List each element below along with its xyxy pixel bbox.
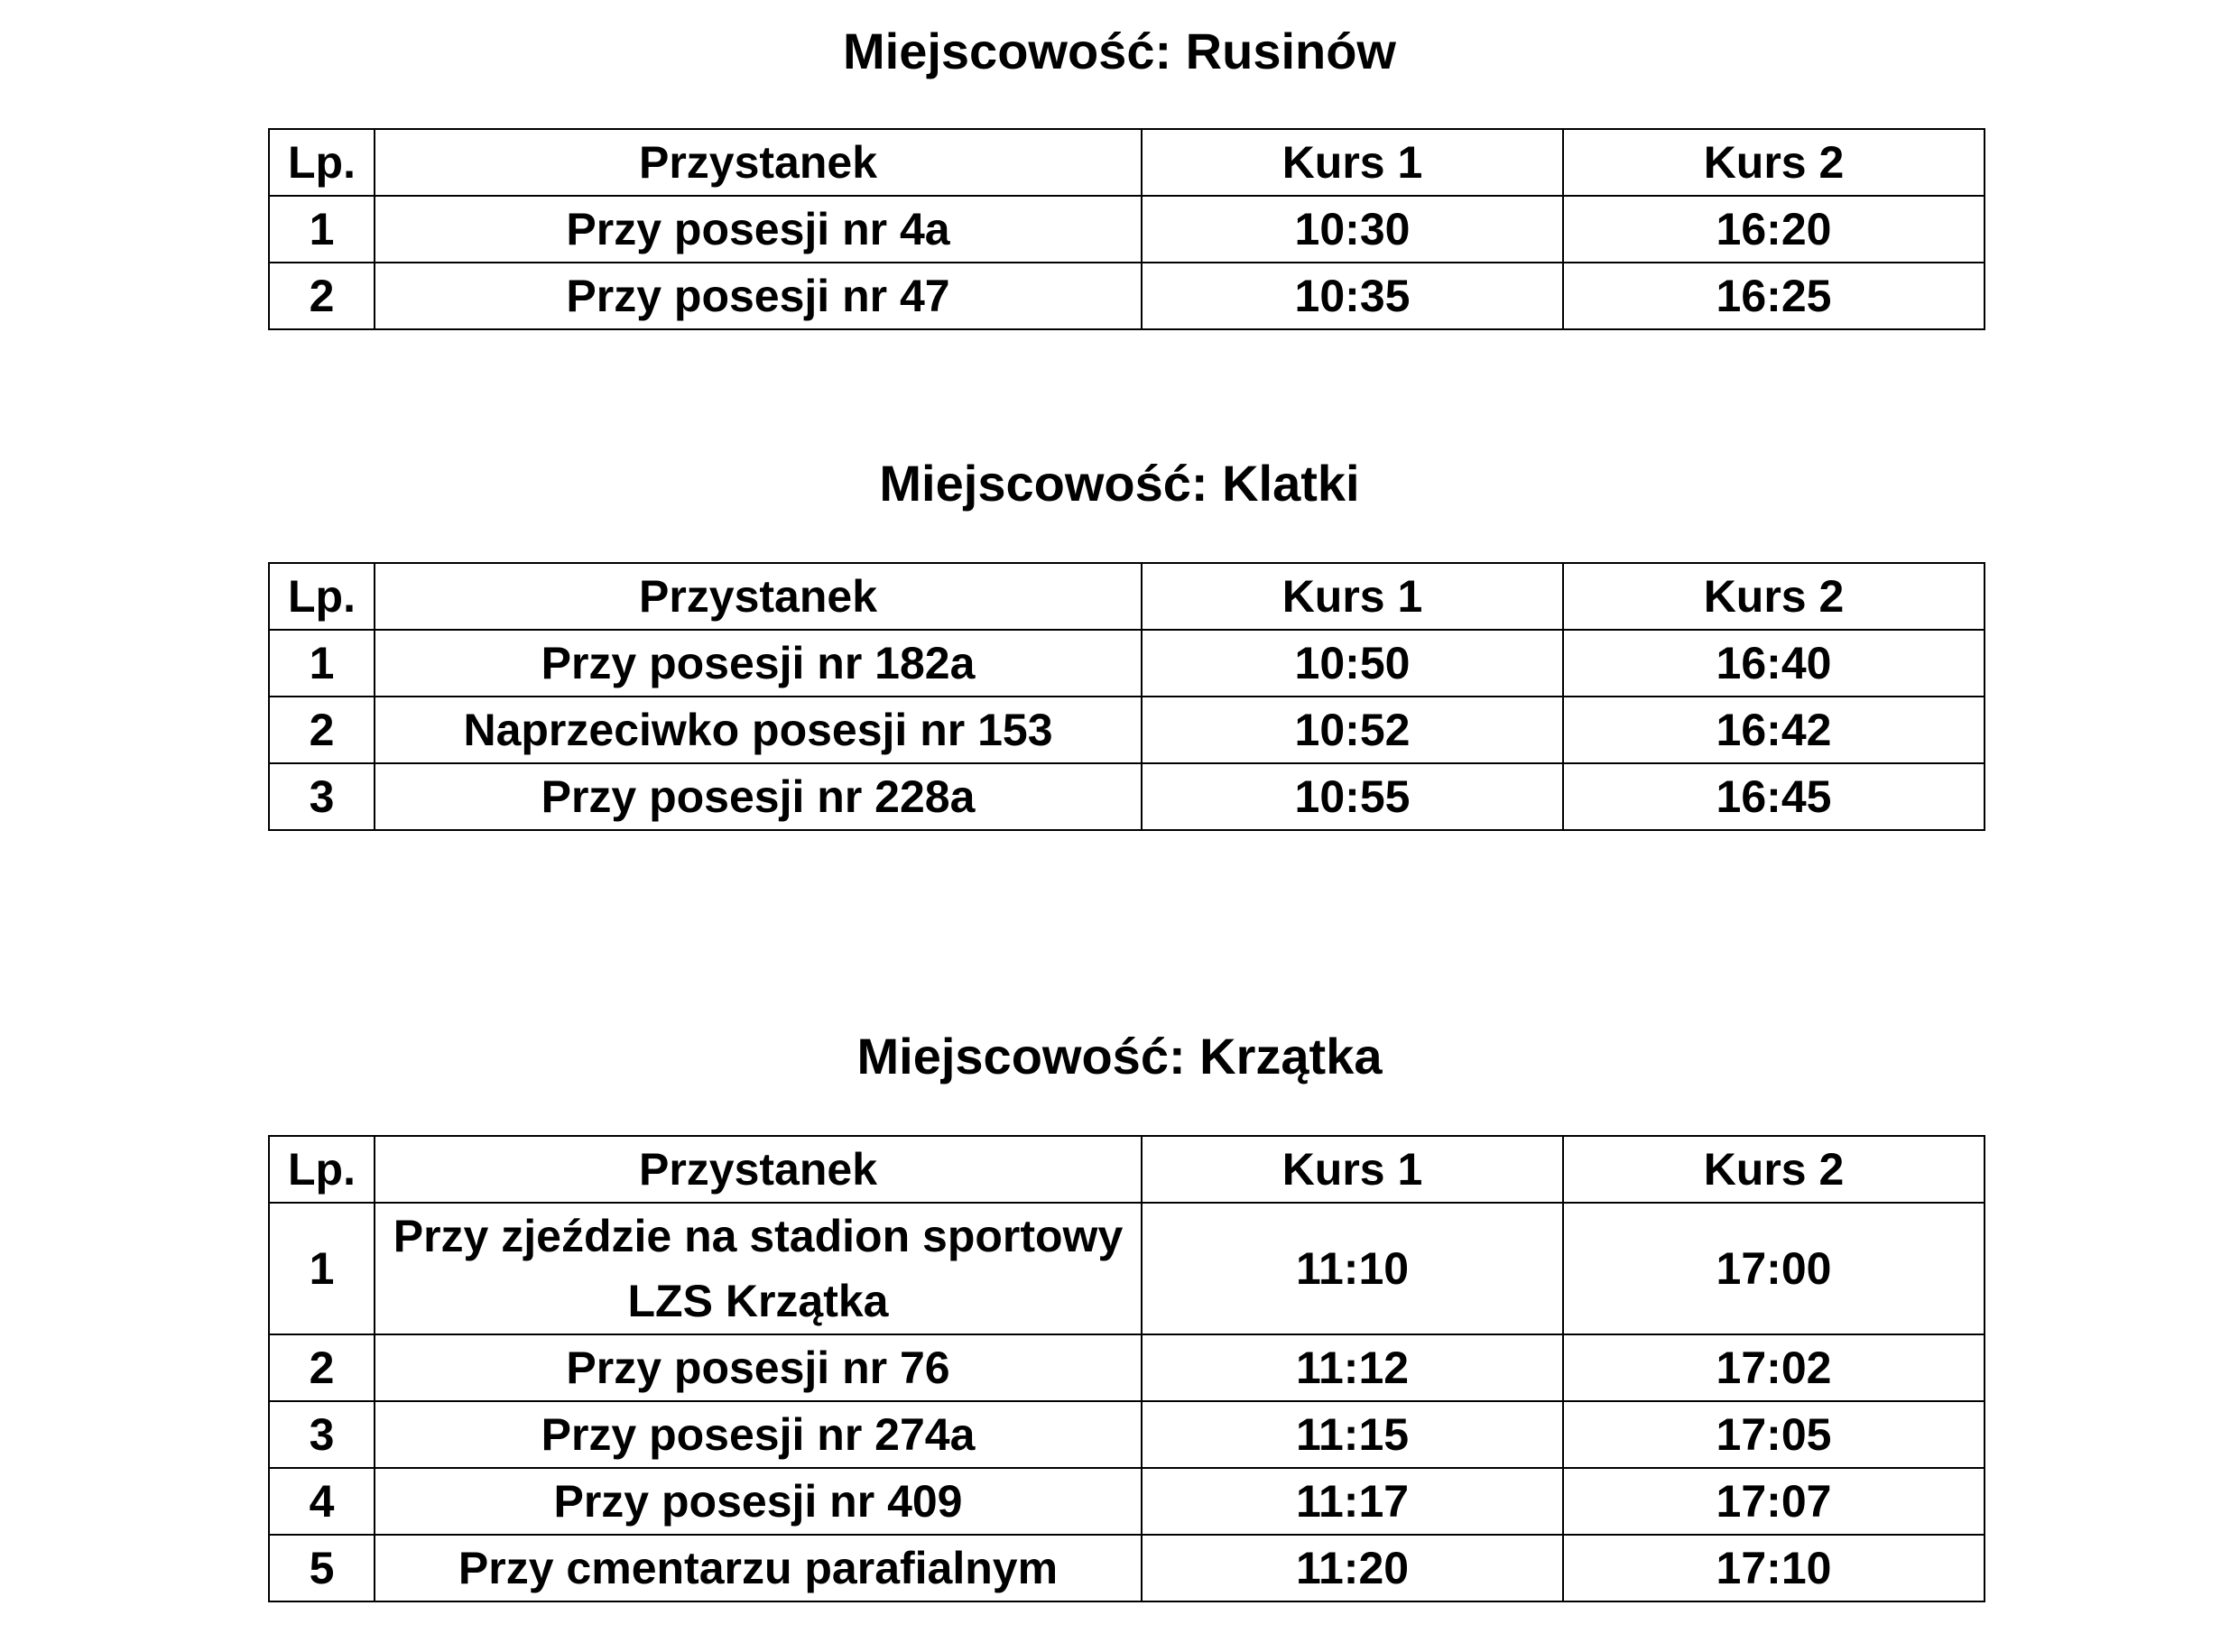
cell-lp: 2 — [269, 263, 375, 329]
header-kurs1: Kurs 1 — [1142, 129, 1563, 196]
header-stop: Przystanek — [375, 129, 1142, 196]
header-stop: Przystanek — [375, 563, 1142, 630]
header-stop: Przystanek — [375, 1136, 1142, 1203]
cell-kurs2: 16:20 — [1563, 196, 1985, 263]
cell-kurs2: 16:45 — [1563, 763, 1985, 830]
cell-stop: Przy zjeździe na stadion sportowy LZS Krzątka — [375, 1203, 1142, 1334]
cell-kurs1: 10:35 — [1142, 263, 1563, 329]
cell-kurs2: 17:02 — [1563, 1334, 1985, 1401]
cell-stop: Przy cmentarzu parafialnym — [375, 1535, 1142, 1601]
table-row — [269, 697, 1985, 763]
cell-stop: Przy posesji nr 409 — [375, 1468, 1142, 1535]
header-kurs2: Kurs 2 — [1563, 1136, 1985, 1203]
cell-lp: 1 — [269, 630, 375, 697]
cell-lp: 1 — [269, 196, 375, 263]
cell-kurs1: 10:52 — [1142, 697, 1563, 763]
cell-stop: Przy posesji nr 47 — [375, 263, 1142, 329]
cell-stop: Przy posesji nr 274a — [375, 1401, 1142, 1468]
table-header-row — [269, 563, 1985, 630]
cell-lp: 3 — [269, 763, 375, 830]
table-row — [269, 1535, 1985, 1601]
cell-kurs2: 17:05 — [1563, 1401, 1985, 1468]
cell-lp: 2 — [269, 1334, 375, 1401]
section-title-klatki: Miejscowość: Klatki — [879, 455, 1360, 512]
section-title-krzatka: Miejscowość: Krzątka — [856, 1028, 1383, 1084]
cell-kurs1: 10:50 — [1142, 630, 1563, 697]
cell-kurs1: 10:55 — [1142, 763, 1563, 830]
cell-kurs2: 16:25 — [1563, 263, 1985, 329]
cell-kurs1: 11:10 — [1142, 1203, 1563, 1334]
cell-stop: Naprzeciwko posesji nr 153 — [375, 697, 1142, 763]
header-kurs1: Kurs 1 — [1142, 1136, 1563, 1203]
header-lp: Lp. — [269, 129, 375, 196]
table-row — [269, 630, 1985, 697]
cell-lp: 2 — [269, 697, 375, 763]
cell-lp: 3 — [269, 1401, 375, 1468]
header-lp: Lp. — [269, 563, 375, 630]
cell-stop: Przy posesji nr 228a — [375, 763, 1142, 830]
timetable-krzatka — [268, 1135, 1985, 1602]
table-row — [269, 1334, 1985, 1401]
cell-kurs1: 11:15 — [1142, 1401, 1563, 1468]
header-lp: Lp. — [269, 1136, 375, 1203]
table-row — [269, 763, 1985, 830]
table-row — [269, 196, 1985, 263]
section-title-rusinow: Miejscowość: Rusinów — [843, 23, 1396, 79]
header-kurs2: Kurs 2 — [1563, 129, 1985, 196]
timetable-rusinow — [268, 128, 1985, 330]
cell-kurs2: 17:07 — [1563, 1468, 1985, 1535]
header-kurs1: Kurs 1 — [1142, 563, 1563, 630]
table-header-row — [269, 1136, 1985, 1203]
table-row — [269, 263, 1985, 329]
cell-stop: Przy posesji nr 182a — [375, 630, 1142, 697]
header-kurs2: Kurs 2 — [1563, 563, 1985, 630]
table-header-row — [269, 129, 1985, 196]
table-row — [269, 1468, 1985, 1535]
cell-kurs2: 16:40 — [1563, 630, 1985, 697]
cell-kurs1: 11:12 — [1142, 1334, 1563, 1401]
cell-kurs2: 17:00 — [1563, 1203, 1985, 1334]
cell-kurs1: 11:20 — [1142, 1535, 1563, 1601]
cell-kurs2: 17:10 — [1563, 1535, 1985, 1601]
cell-kurs1: 10:30 — [1142, 196, 1563, 263]
cell-stop: Przy posesji nr 4a — [375, 196, 1142, 263]
table-row — [269, 1203, 1985, 1334]
table-row — [269, 1401, 1985, 1468]
cell-lp: 4 — [269, 1468, 375, 1535]
cell-lp: 5 — [269, 1535, 375, 1601]
timetable-klatki — [268, 562, 1985, 831]
cell-kurs1: 11:17 — [1142, 1468, 1563, 1535]
cell-kurs2: 16:42 — [1563, 697, 1985, 763]
cell-stop: Przy posesji nr 76 — [375, 1334, 1142, 1401]
cell-lp: 1 — [269, 1203, 375, 1334]
